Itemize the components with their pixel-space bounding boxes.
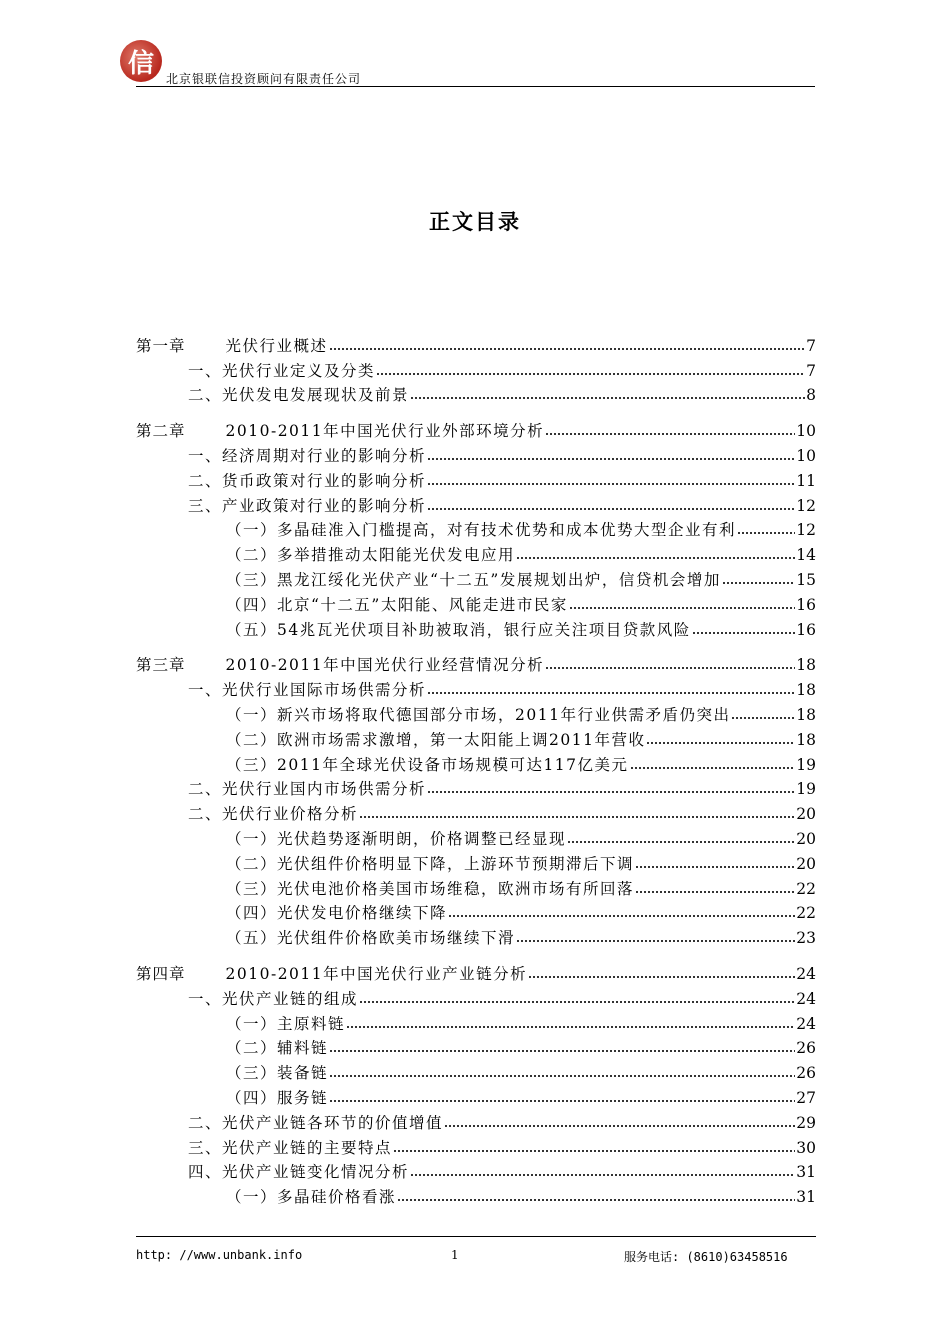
toc-entry-label: （四）服务链 xyxy=(226,1088,329,1107)
toc-entry-page: 18 xyxy=(796,730,816,749)
toc-leader-dots xyxy=(329,1099,795,1103)
toc-leader-dots xyxy=(528,975,795,979)
toc-entry-label: 二、光伏行业国内市场供需分析 xyxy=(188,780,427,799)
company-logo xyxy=(120,40,162,82)
toc-entry[interactable] xyxy=(136,1035,816,1060)
toc-entry[interactable] xyxy=(136,332,816,357)
footer-page-number: 1 xyxy=(451,1248,459,1262)
toc-entry-label: 二、光伏行业价格分析 xyxy=(188,805,359,824)
toc-entry-label: 一、光伏行业定义及分类 xyxy=(188,361,376,380)
toc-entry[interactable] xyxy=(136,1059,816,1084)
toc-entry-label: （五）光伏组件价格欧美市场继续下滑 xyxy=(226,929,516,948)
toc-entry[interactable] xyxy=(136,701,816,726)
footer-url[interactable]: http: //www.unbank.info xyxy=(136,1248,303,1262)
toc-entry-label: 第一章 光伏行业概述 xyxy=(136,336,328,355)
toc-entry[interactable] xyxy=(136,652,816,677)
toc-entry[interactable] xyxy=(136,616,816,641)
toc-entry-label: 二、光伏产业链各环节的价值增值 xyxy=(188,1113,444,1132)
toc-entry-label: （二）欧洲市场需求激增，第一太阳能上调2011年营收 xyxy=(226,730,646,749)
toc-entry-label: （四）光伏发电价格继续下降 xyxy=(226,904,448,923)
toc-entry-page: 16 xyxy=(796,620,816,639)
toc-leader-dots xyxy=(731,716,795,720)
toc-entry-label: 四、光伏产业链变化情况分析 xyxy=(188,1163,410,1182)
toc-leader-dots xyxy=(569,606,795,610)
toc-entry-page: 22 xyxy=(796,879,816,898)
toc-entry-page: 24 xyxy=(796,989,816,1008)
toc-entry-label: 第四章 2010-2011年中国光伏行业产业链分析 xyxy=(136,964,528,983)
toc-entry-page: 31 xyxy=(796,1163,816,1182)
toc-entry[interactable] xyxy=(136,1159,816,1184)
toc-leader-dots xyxy=(427,790,795,794)
toc-leader-dots xyxy=(545,432,795,436)
toc-leader-dots xyxy=(346,1025,795,1029)
toc-entry-label: 三、产业政策对行业的影响分析 xyxy=(188,496,427,515)
toc-entry-label: （三）光伏电池价格美国市场维稳，欧洲市场有所回落 xyxy=(226,879,635,898)
toc-entry-page: 24 xyxy=(796,964,816,983)
toc-entry-label: （三）黑龙江绥化光伏产业“十二五”发展规划出炉，信贷机会增加 xyxy=(226,570,721,589)
toc-leader-dots xyxy=(376,372,805,376)
toc-entry[interactable] xyxy=(136,985,816,1010)
toc-entry-page: 19 xyxy=(796,780,816,799)
toc-entry-label: （二）辅料链 xyxy=(226,1039,329,1058)
toc-entry-label: （一）新兴市场将取代德国部分市场，2011年行业供需矛盾仍突出 xyxy=(226,705,731,724)
toc-entry-page: 18 xyxy=(796,705,816,724)
toc-entry-label: 第三章 2010-2011年中国光伏行业经营情况分析 xyxy=(136,656,545,675)
toc-leader-dots xyxy=(410,1173,795,1177)
toc-leader-dots xyxy=(444,1124,795,1128)
toc-entry[interactable] xyxy=(136,382,816,407)
toc-entry[interactable] xyxy=(136,1084,816,1109)
page-title: 正文目录 xyxy=(429,210,521,234)
toc-entry-page: 18 xyxy=(796,681,816,700)
toc-entry-page: 20 xyxy=(796,854,816,873)
toc-entry[interactable] xyxy=(136,676,816,701)
toc-entry-page: 8 xyxy=(806,386,816,405)
toc-entry-page: 29 xyxy=(796,1113,816,1132)
toc-leader-dots xyxy=(737,531,795,535)
toc-entry[interactable] xyxy=(136,492,816,517)
toc-entry-label: 第二章 2010-2011年中国光伏行业外部环境分析 xyxy=(136,422,545,441)
toc-leader-dots xyxy=(567,840,795,844)
toc-entry-page: 26 xyxy=(796,1064,816,1083)
toc-leader-dots xyxy=(359,815,795,819)
toc-entry-page: 31 xyxy=(796,1188,816,1207)
toc-entry-page: 26 xyxy=(796,1039,816,1058)
toc-entry-page: 12 xyxy=(796,496,816,515)
toc-leader-dots xyxy=(692,631,796,635)
toc-entry[interactable] xyxy=(136,900,816,925)
toc-entry-label: （四）北京“十二五”太阳能、风能走进市民家 xyxy=(226,595,568,614)
company-name: 北京银联信投资顾问有限责任公司 xyxy=(166,72,362,86)
company-logo-char: 信 xyxy=(127,48,154,79)
toc-entry-page: 27 xyxy=(796,1088,816,1107)
toc-entry-page: 20 xyxy=(796,805,816,824)
toc-leader-dots xyxy=(448,914,795,918)
toc-entry-page: 22 xyxy=(796,904,816,923)
toc-entry-label: （二）光伏组件价格明显下降，上游环节预期滞后下调 xyxy=(226,854,635,873)
toc-leader-dots xyxy=(427,482,795,486)
toc-entry-label: 二、光伏发电发展现状及前景 xyxy=(188,386,410,405)
toc-leader-dots xyxy=(427,507,795,511)
toc-entry-page: 10 xyxy=(796,446,816,465)
toc-entry[interactable] xyxy=(136,825,816,850)
toc-entry[interactable] xyxy=(136,517,816,542)
toc-entry-page: 11 xyxy=(796,471,816,490)
toc-leader-dots xyxy=(635,865,795,869)
toc-entry-label: 一、光伏行业国际市场供需分析 xyxy=(188,681,427,700)
footer-divider xyxy=(136,1236,816,1237)
toc-entry-page: 10 xyxy=(796,422,816,441)
toc-entry[interactable] xyxy=(136,751,816,776)
toc-entry-page: 23 xyxy=(796,929,816,948)
toc-entry-label: （三）2011年全球光伏设备市场规模可达117亿美元 xyxy=(226,755,629,774)
toc-leader-dots xyxy=(329,1049,795,1053)
toc-entry[interactable] xyxy=(136,1109,816,1134)
toc-entry-page: 19 xyxy=(796,755,816,774)
table-of-contents xyxy=(136,332,816,1208)
toc-entry-label: 一、经济周期对行业的影响分析 xyxy=(188,446,427,465)
toc-entry[interactable] xyxy=(136,591,816,616)
toc-entry-label: 二、货币政策对行业的影响分析 xyxy=(188,471,427,490)
toc-entry[interactable] xyxy=(136,541,816,566)
toc-entry[interactable] xyxy=(136,566,816,591)
toc-leader-dots xyxy=(646,741,795,745)
toc-entry-label: （一）多晶硅价格看涨 xyxy=(226,1188,397,1207)
toc-entry-label: （二）多举措推动太阳能光伏发电应用 xyxy=(226,546,516,565)
toc-entry-page: 7 xyxy=(806,336,816,355)
toc-entry[interactable] xyxy=(136,1183,816,1208)
toc-entry[interactable] xyxy=(136,1010,816,1035)
toc-leader-dots xyxy=(722,581,795,585)
toc-entry-page: 15 xyxy=(796,570,816,589)
toc-leader-dots xyxy=(410,396,805,400)
toc-entry[interactable] xyxy=(136,924,816,949)
toc-entry-label: 三、光伏产业链的主要特点 xyxy=(188,1138,393,1157)
toc-entry[interactable] xyxy=(136,357,816,382)
toc-leader-dots xyxy=(397,1198,795,1202)
toc-entry-page: 18 xyxy=(796,656,816,675)
toc-leader-dots xyxy=(393,1149,795,1153)
toc-leader-dots xyxy=(359,1000,795,1004)
toc-entry-page: 20 xyxy=(796,829,816,848)
toc-leader-dots xyxy=(329,1074,795,1078)
toc-entry-label: （一）主原料链 xyxy=(226,1014,346,1033)
toc-leader-dots xyxy=(329,347,806,351)
toc-entry[interactable] xyxy=(136,776,816,801)
toc-leader-dots xyxy=(516,939,795,943)
toc-entry-page: 24 xyxy=(796,1014,816,1033)
toc-leader-dots xyxy=(427,457,795,461)
toc-entry[interactable] xyxy=(136,417,816,442)
toc-entry-label: 一、光伏产业链的组成 xyxy=(188,989,359,1008)
toc-entry-page: 30 xyxy=(796,1138,816,1157)
toc-entry[interactable] xyxy=(136,726,816,751)
toc-entry-page: 14 xyxy=(796,546,816,565)
toc-leader-dots xyxy=(516,556,795,560)
toc-entry[interactable] xyxy=(136,467,816,492)
toc-entry-label: （一）光伏趋势逐渐明朗，价格调整已经显现 xyxy=(226,829,567,848)
toc-entry-label: （五）54兆瓦光伏项目补助被取消，银行应关注项目贷款风险 xyxy=(226,620,691,639)
toc-leader-dots xyxy=(545,666,795,670)
footer-phone: 服务电话: (8610)63458516 xyxy=(624,1250,788,1264)
header-divider xyxy=(136,86,815,87)
toc-entry[interactable] xyxy=(136,800,816,825)
toc-entry[interactable] xyxy=(136,442,816,467)
toc-leader-dots xyxy=(630,766,796,770)
toc-entry[interactable] xyxy=(136,1134,816,1159)
toc-leader-dots xyxy=(427,691,795,695)
toc-entry[interactable] xyxy=(136,875,816,900)
toc-entry-label: （三）装备链 xyxy=(226,1064,329,1083)
toc-entry-page: 16 xyxy=(796,595,816,614)
toc-entry-page: 7 xyxy=(806,361,816,380)
toc-entry[interactable] xyxy=(136,960,816,985)
toc-entry[interactable] xyxy=(136,850,816,875)
toc-entry-label: （一）多晶硅准入门槛提高，对有技术优势和成本优势大型企业有利 xyxy=(226,521,737,540)
toc-leader-dots xyxy=(635,890,795,894)
toc-entry-page: 12 xyxy=(796,521,816,540)
